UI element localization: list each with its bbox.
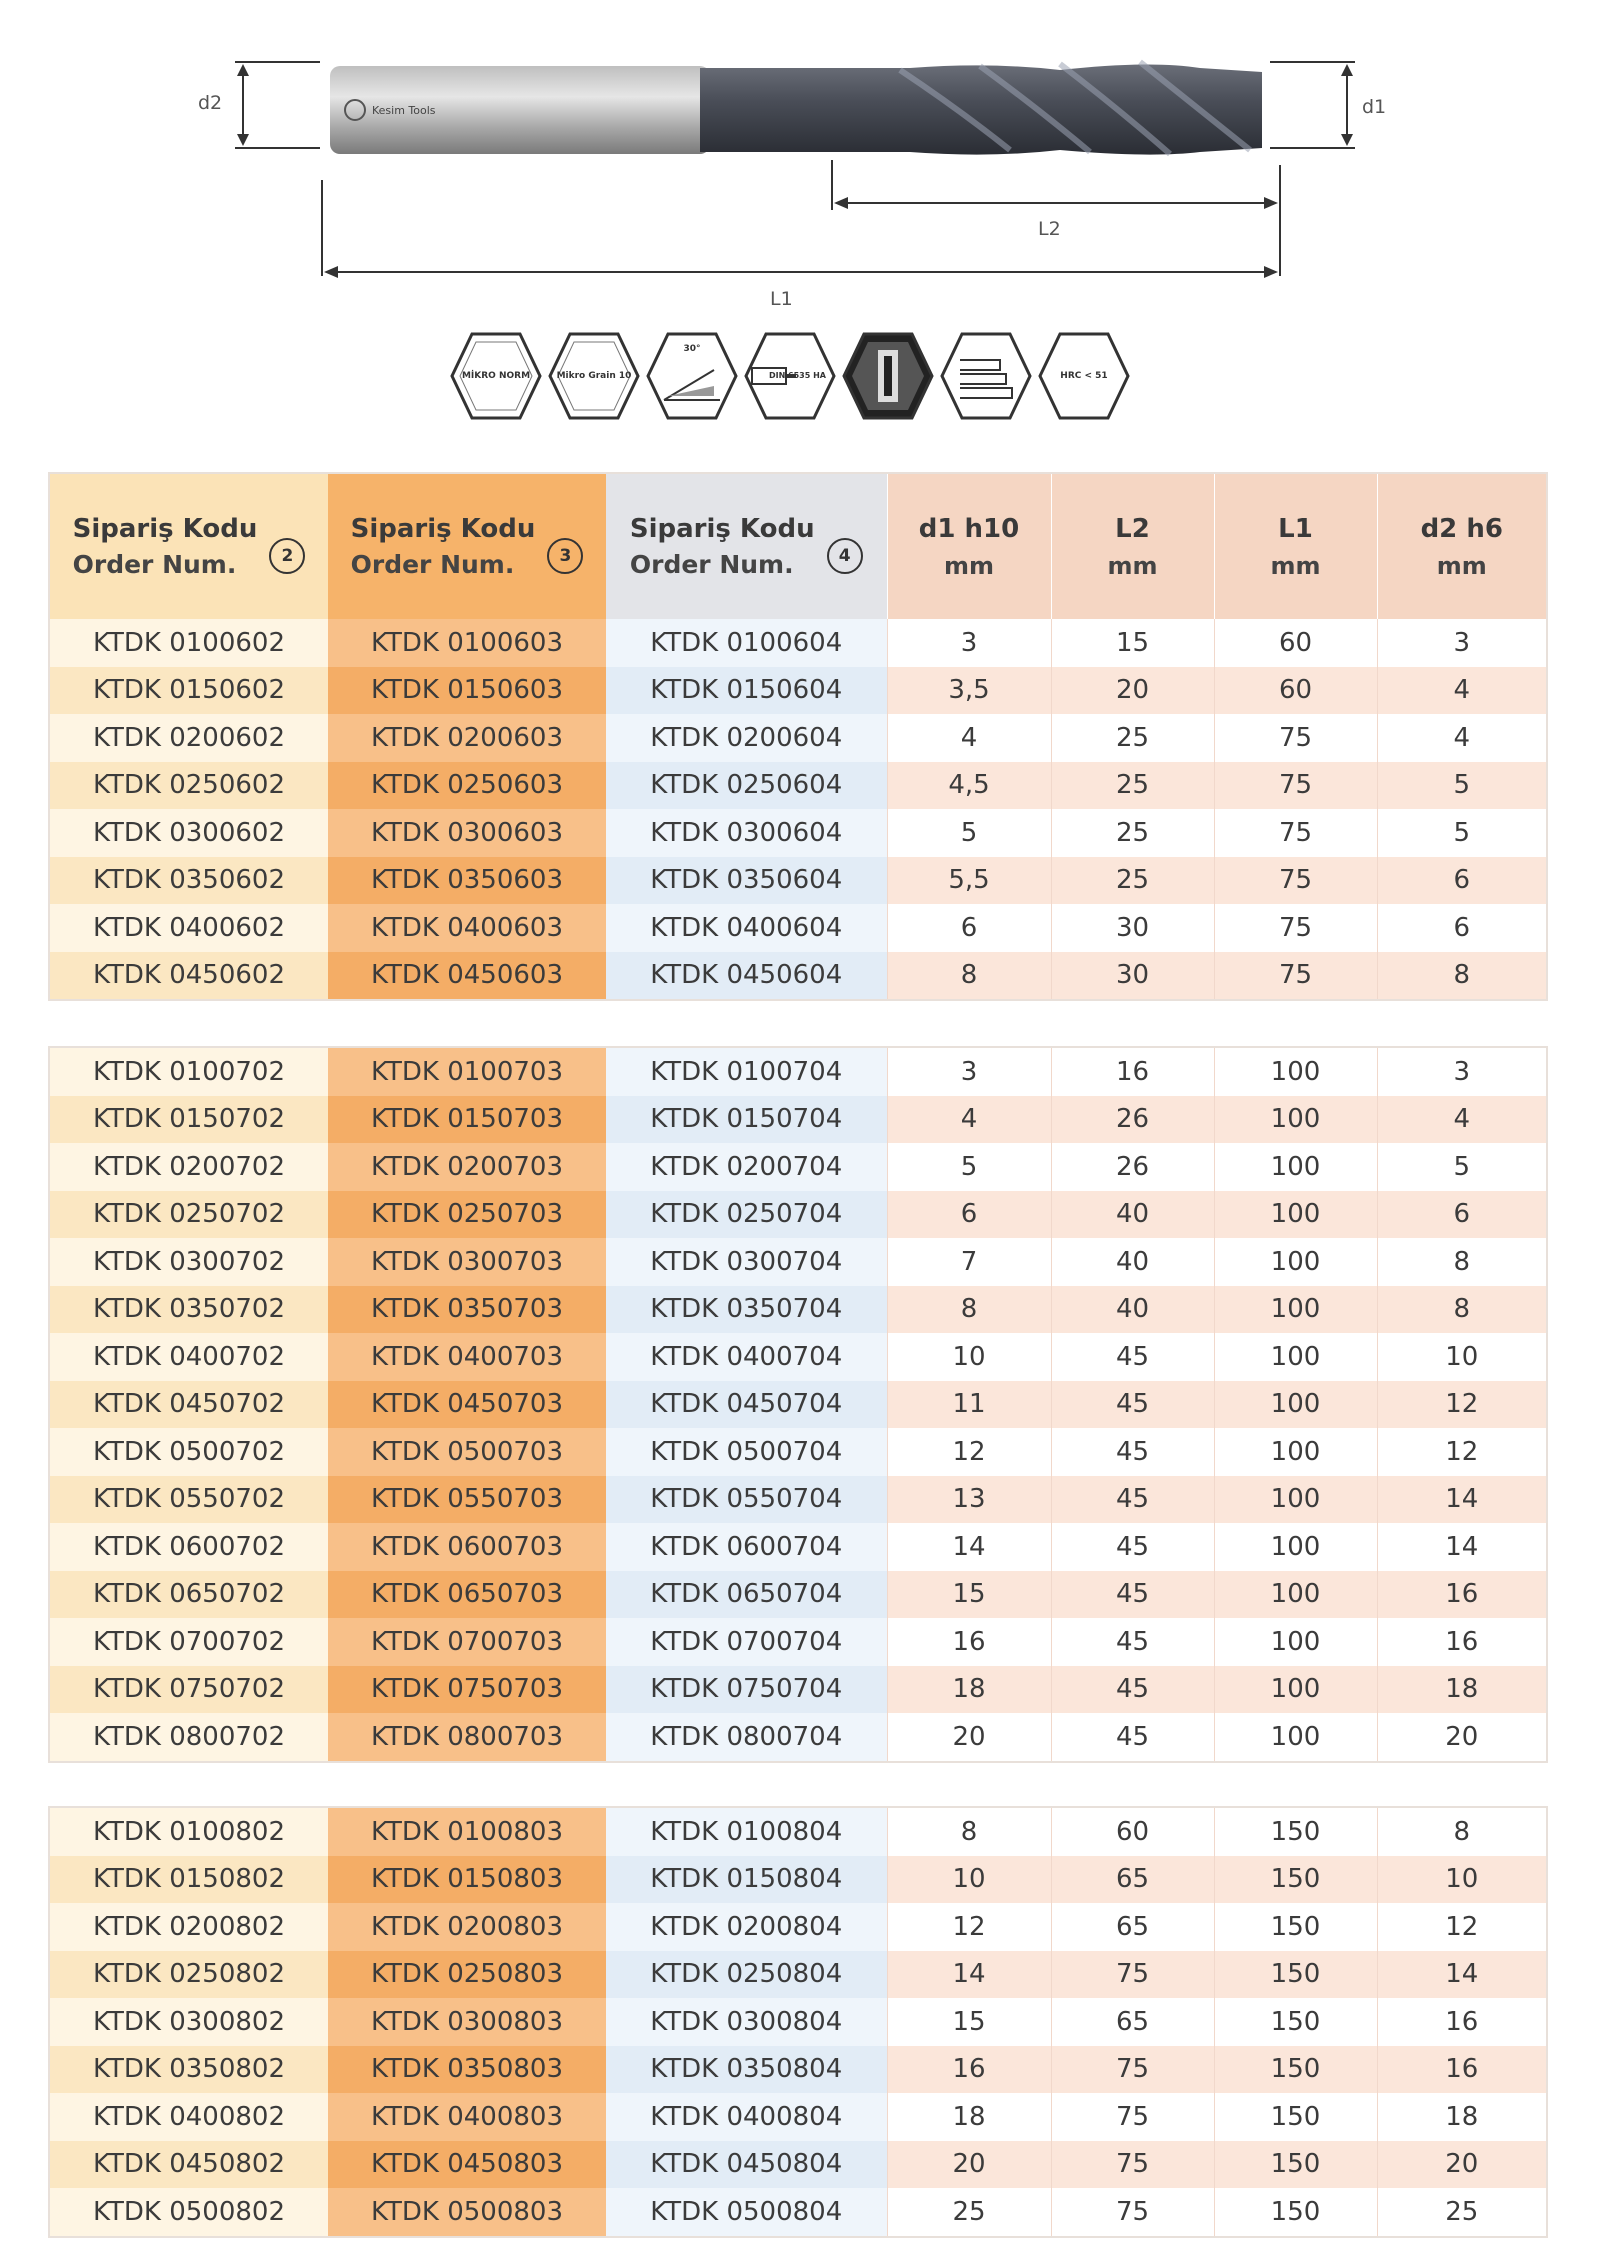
table-row [50,2046,1546,2094]
l2-cell: 60 [1051,1808,1214,1856]
l2-cell: 75 [1051,1951,1214,1999]
l1-cell: 100 [1214,1286,1377,1334]
order-4-flute-cell: KTDK 0450704 [606,1381,887,1429]
l2-cell: 75 [1051,2141,1214,2189]
order-3-flute-cell: KTDK 0800703 [328,1713,606,1761]
order-2-flute-cell: KTDK 0750702 [50,1666,328,1714]
order-2-flute-cell: KTDK 0450702 [50,1381,328,1429]
order-2-flute-cell: KTDK 0150802 [50,1856,328,1904]
order-2-flute-cell: KTDK 0700702 [50,1618,328,1666]
order-4-flute-cell: KTDK 0200804 [606,1903,887,1951]
d2-cell: 16 [1377,2046,1546,2094]
order-4-flute-cell: KTDK 0750704 [606,1666,887,1714]
l2-cell: 25 [1051,809,1214,857]
order-2-flute-cell: KTDK 0350602 [50,857,328,905]
d2-cell: 5 [1377,762,1546,810]
d1-cell: 4 [887,1096,1051,1144]
order-2-flute-cell: KTDK 0550702 [50,1476,328,1524]
order-2-flute-cell: KTDK 0300802 [50,1998,328,2046]
table-row [50,1428,1546,1476]
table-row [50,667,1546,715]
d2-cell: 12 [1377,1428,1546,1476]
order-2-flute-cell: KTDK 0200802 [50,1903,328,1951]
order-3-flute-cell: KTDK 0400803 [328,2093,606,2141]
table-row [50,2188,1546,2236]
d1-cell: 3 [887,619,1051,667]
l1-cell: 75 [1214,952,1377,1000]
order-4-flute-cell: KTDK 0800704 [606,1713,887,1761]
order-4-flute-cell: KTDK 0300704 [606,1238,887,1286]
l1-cell: 100 [1214,1238,1377,1286]
d1-cell: 5 [887,809,1051,857]
header-order-2-flute: Sipariş Kodu Order Num. 2 [50,474,328,619]
order-4-flute-cell: KTDK 0200604 [606,714,887,762]
order-3-flute-cell: KTDK 0150603 [328,667,606,715]
l1-cell: 75 [1214,904,1377,952]
l2-label: L2 [1038,218,1061,240]
l1-cell: 150 [1214,2188,1377,2236]
order-2-flute-cell: KTDK 0250802 [50,1951,328,1999]
d1-cell: 12 [887,1903,1051,1951]
order-4-flute-cell: KTDK 0100604 [606,619,887,667]
table-row [50,1618,1546,1666]
table-row [50,2141,1546,2189]
d2-cell: 16 [1377,1571,1546,1619]
d2-cell: 4 [1377,667,1546,715]
order-2-flute-cell: KTDK 0450802 [50,2141,328,2189]
d1-cell: 10 [887,1856,1051,1904]
l1-cell: 100 [1214,1143,1377,1191]
d2-cell: 14 [1377,1951,1546,1999]
table-row [50,1381,1546,1429]
micro-norm-icon: MİKRO NORM [448,330,544,422]
d1-cell: 18 [887,2093,1051,2141]
order-3-flute-cell: KTDK 0250703 [328,1191,606,1239]
l2-cell: 25 [1051,857,1214,905]
d1-cell: 14 [887,1951,1051,1999]
order-3-flute-cell: KTDK 0400603 [328,904,606,952]
order-3-flute-cell: KTDK 0100803 [328,1808,606,1856]
order-4-flute-cell: KTDK 0100704 [606,1048,887,1096]
order-2-flute-cell: KTDK 0300702 [50,1238,328,1286]
order-3-flute-cell: KTDK 0650703 [328,1571,606,1619]
order-3-flute-cell: KTDK 0750703 [328,1666,606,1714]
l1-cell: 75 [1214,714,1377,762]
hardness-icon: HRC < 51 [1036,330,1132,422]
d2-cell: 6 [1377,1191,1546,1239]
header-order-4-flute: Sipariş Kodu Order Num. 4 [606,474,887,619]
d1-cell: 6 [887,1191,1051,1239]
order-3-flute-cell: KTDK 0550703 [328,1476,606,1524]
din-shank-icon: DIN 6535 HA [742,330,838,422]
l1-cell: 60 [1214,667,1377,715]
l1-cell: 75 [1214,809,1377,857]
d1-cell: 16 [887,1618,1051,1666]
order-3-flute-cell: KTDK 0300803 [328,1998,606,2046]
order-4-flute-cell: KTDK 0400604 [606,904,887,952]
l2-cell: 20 [1051,667,1214,715]
l1-cell: 100 [1214,1191,1377,1239]
order-2-flute-cell: KTDK 0350802 [50,2046,328,2094]
d1-cell: 14 [887,1523,1051,1571]
d1-cell: 4,5 [887,762,1051,810]
header-order-3-flute: Sipariş Kodu Order Num. 3 [328,474,606,619]
l1-label: L1 [770,288,793,310]
l2-cell: 45 [1051,1476,1214,1524]
d2-cell: 25 [1377,2188,1546,2236]
order-2-flute-cell: KTDK 0100602 [50,619,328,667]
table-row [50,904,1546,952]
l2-cell: 65 [1051,1856,1214,1904]
l2-cell: 25 [1051,714,1214,762]
l2-cell: 26 [1051,1143,1214,1191]
order-4-flute-cell: KTDK 0350704 [606,1286,887,1334]
l1-cell: 100 [1214,1713,1377,1761]
header-l2: L2 mm [1051,474,1214,619]
product-table-60mm [50,474,1546,999]
brand-text: Kesim Tools [372,104,436,117]
l2-cell: 45 [1051,1713,1214,1761]
order-3-flute-cell: KTDK 0450603 [328,952,606,1000]
tool-drawing [0,0,1600,440]
l1-cell: 75 [1214,762,1377,810]
l2-cell: 30 [1051,952,1214,1000]
order-4-flute-cell: KTDK 0150804 [606,1856,887,1904]
order-3-flute-cell: KTDK 0150803 [328,1856,606,1904]
flute-count-3-badge: 3 [547,538,583,574]
d2-label: d2 [198,92,223,114]
d1-cell: 10 [887,1333,1051,1381]
d2-cell: 3 [1377,1048,1546,1096]
l1-cell: 60 [1214,619,1377,667]
d1-cell: 8 [887,952,1051,1000]
order-4-flute-cell: KTDK 0150604 [606,667,887,715]
d2-cell: 14 [1377,1523,1546,1571]
l2-cell: 75 [1051,2046,1214,2094]
d2-cell: 5 [1377,809,1546,857]
order-4-flute-cell: KTDK 0400804 [606,2093,887,2141]
coating-icon [840,330,936,422]
l1-cell: 100 [1214,1381,1377,1429]
product-table-100mm [50,1048,1546,1761]
l2-cell: 45 [1051,1523,1214,1571]
table-row [50,1333,1546,1381]
l2-cell: 45 [1051,1333,1214,1381]
d2-cell: 20 [1377,2141,1546,2189]
table-row [50,1998,1546,2046]
order-4-flute-cell: KTDK 0700704 [606,1618,887,1666]
order-3-flute-cell: KTDK 0350803 [328,2046,606,2094]
d2-cell: 14 [1377,1476,1546,1524]
order-4-flute-cell: KTDK 0100804 [606,1808,887,1856]
l1-cell: 100 [1214,1523,1377,1571]
l2-cell: 16 [1051,1048,1214,1096]
order-3-flute-cell: KTDK 0200703 [328,1143,606,1191]
l1-cell: 100 [1214,1333,1377,1381]
order-4-flute-cell: KTDK 0500704 [606,1428,887,1476]
l1-cell: 100 [1214,1618,1377,1666]
d1-cell: 18 [887,1666,1051,1714]
order-2-flute-cell: KTDK 0600702 [50,1523,328,1571]
order-2-flute-cell: KTDK 0400602 [50,904,328,952]
d1-cell: 5 [887,1143,1051,1191]
l1-cell: 150 [1214,1951,1377,1999]
table-row [50,1143,1546,1191]
order-2-flute-cell: KTDK 0500702 [50,1428,328,1476]
table-row [50,1856,1546,1904]
order-4-flute-cell: KTDK 0450804 [606,2141,887,2189]
d2-cell: 10 [1377,1856,1546,1904]
d2-cell: 8 [1377,1238,1546,1286]
order-3-flute-cell: KTDK 0400703 [328,1333,606,1381]
micro-grain-icon: Mikro Grain 10 [546,330,642,422]
table-row [50,1048,1546,1096]
order-2-flute-cell: KTDK 0250702 [50,1191,328,1239]
d2-cell: 16 [1377,1998,1546,2046]
l2-cell: 30 [1051,904,1214,952]
d2-cell: 18 [1377,2093,1546,2141]
order-3-flute-cell: KTDK 0500803 [328,2188,606,2236]
l2-cell: 45 [1051,1618,1214,1666]
flute-count-4-badge: 4 [827,538,863,574]
spec-icon-row [448,330,1148,430]
order-3-flute-cell: KTDK 0450803 [328,2141,606,2189]
d1-cell: 16 [887,2046,1051,2094]
order-2-flute-cell: KTDK 0800702 [50,1713,328,1761]
l2-cell: 40 [1051,1238,1214,1286]
order-2-flute-cell: KTDK 0450602 [50,952,328,1000]
order-3-flute-cell: KTDK 0100603 [328,619,606,667]
order-4-flute-cell: KTDK 0500804 [606,2188,887,2236]
d2-cell: 6 [1377,857,1546,905]
d2-cell: 12 [1377,1903,1546,1951]
d1-cell: 25 [887,2188,1051,2236]
order-2-flute-cell: KTDK 0350702 [50,1286,328,1334]
order-4-flute-cell: KTDK 0400704 [606,1333,887,1381]
table-row [50,1096,1546,1144]
l1-cell: 100 [1214,1571,1377,1619]
d1-cell: 20 [887,2141,1051,2189]
order-2-flute-cell: KTDK 0150602 [50,667,328,715]
order-3-flute-cell: KTDK 0100703 [328,1048,606,1096]
d2-cell: 18 [1377,1666,1546,1714]
table-row [50,1191,1546,1239]
table-row [50,1951,1546,1999]
d1-cell: 3,5 [887,667,1051,715]
table-row [50,1808,1546,1856]
l1-cell: 150 [1214,1856,1377,1904]
d2-cell: 16 [1377,1618,1546,1666]
order-4-flute-cell: KTDK 0550704 [606,1476,887,1524]
l2-cell: 45 [1051,1381,1214,1429]
order-2-flute-cell: KTDK 0100702 [50,1048,328,1096]
order-2-flute-cell: KTDK 0400802 [50,2093,328,2141]
order-3-flute-cell: KTDK 0700703 [328,1618,606,1666]
table-row [50,809,1546,857]
d2-cell: 8 [1377,1286,1546,1334]
d2-cell: 20 [1377,1713,1546,1761]
order-2-flute-cell: KTDK 0500802 [50,2188,328,2236]
order-3-flute-cell: KTDK 0250603 [328,762,606,810]
order-3-flute-cell: KTDK 0350703 [328,1286,606,1334]
header-d1: d1 h10 mm [887,474,1051,619]
order-2-flute-cell: KTDK 0200702 [50,1143,328,1191]
order-3-flute-cell: KTDK 0300603 [328,809,606,857]
l2-cell: 26 [1051,1096,1214,1144]
flutes-icon [938,330,1034,422]
table-row [50,2093,1546,2141]
order-2-flute-cell: KTDK 0150702 [50,1096,328,1144]
l1-cell: 100 [1214,1048,1377,1096]
order-3-flute-cell: KTDK 0350603 [328,857,606,905]
order-3-flute-cell: KTDK 0200603 [328,714,606,762]
l2-cell: 65 [1051,1903,1214,1951]
d1-cell: 15 [887,1998,1051,2046]
d2-cell: 10 [1377,1333,1546,1381]
d1-cell: 3 [887,1048,1051,1096]
order-2-flute-cell: KTDK 0650702 [50,1571,328,1619]
header-d2: d2 h6 mm [1377,474,1546,619]
table-row [50,857,1546,905]
d2-cell: 8 [1377,1808,1546,1856]
d2-cell: 12 [1377,1381,1546,1429]
order-4-flute-cell: KTDK 0250704 [606,1191,887,1239]
table-row [50,1286,1546,1334]
l1-cell: 150 [1214,2093,1377,2141]
table-row [50,762,1546,810]
d2-cell: 4 [1377,714,1546,762]
l2-cell: 15 [1051,619,1214,667]
d1-cell: 8 [887,1286,1051,1334]
table-header-row [50,474,1546,619]
order-4-flute-cell: KTDK 0600704 [606,1523,887,1571]
d1-cell: 4 [887,714,1051,762]
table-row [50,1713,1546,1761]
table-row [50,714,1546,762]
d1-cell: 15 [887,1571,1051,1619]
l1-cell: 100 [1214,1476,1377,1524]
table-row [50,619,1546,667]
d1-cell: 11 [887,1381,1051,1429]
order-3-flute-cell: KTDK 0150703 [328,1096,606,1144]
d2-cell: 6 [1377,904,1546,952]
order-4-flute-cell: KTDK 0200704 [606,1143,887,1191]
order-2-flute-cell: KTDK 0300602 [50,809,328,857]
d2-cell: 4 [1377,1096,1546,1144]
d2-cell: 3 [1377,619,1546,667]
order-3-flute-cell: KTDK 0450703 [328,1381,606,1429]
l2-cell: 75 [1051,2093,1214,2141]
l2-cell: 40 [1051,1286,1214,1334]
product-table-150mm [50,1808,1546,2236]
order-3-flute-cell: KTDK 0250803 [328,1951,606,1999]
table-row [50,1903,1546,1951]
d1-cell: 7 [887,1238,1051,1286]
d1-cell: 13 [887,1476,1051,1524]
l1-cell: 150 [1214,1998,1377,2046]
l1-cell: 150 [1214,1903,1377,1951]
table-row [50,1666,1546,1714]
order-4-flute-cell: KTDK 0150704 [606,1096,887,1144]
header-l1: L1 mm [1214,474,1377,619]
order-3-flute-cell: KTDK 0300703 [328,1238,606,1286]
order-3-flute-cell: KTDK 0500703 [328,1428,606,1476]
order-2-flute-cell: KTDK 0250602 [50,762,328,810]
d1-cell: 8 [887,1808,1051,1856]
d1-label: d1 [1362,96,1387,118]
l1-cell: 150 [1214,2141,1377,2189]
helix-angle-icon: 30° [644,330,740,422]
order-4-flute-cell: KTDK 0350804 [606,2046,887,2094]
l2-cell: 45 [1051,1428,1214,1476]
order-4-flute-cell: KTDK 0250804 [606,1951,887,1999]
l2-cell: 75 [1051,2188,1214,2236]
order-4-flute-cell: KTDK 0250604 [606,762,887,810]
order-2-flute-cell: KTDK 0400702 [50,1333,328,1381]
d2-cell: 8 [1377,952,1546,1000]
d1-cell: 12 [887,1428,1051,1476]
table-row [50,952,1546,1000]
table-row [50,1238,1546,1286]
d1-cell: 20 [887,1713,1051,1761]
order-4-flute-cell: KTDK 0450604 [606,952,887,1000]
l2-cell: 25 [1051,762,1214,810]
flute-count-2-badge: 2 [269,538,305,574]
order-4-flute-cell: KTDK 0350604 [606,857,887,905]
order-4-flute-cell: KTDK 0650704 [606,1571,887,1619]
order-2-flute-cell: KTDK 0100802 [50,1808,328,1856]
l1-cell: 100 [1214,1428,1377,1476]
order-2-flute-cell: KTDK 0200602 [50,714,328,762]
table-row [50,1571,1546,1619]
table-row [50,1523,1546,1571]
order-4-flute-cell: KTDK 0300604 [606,809,887,857]
order-4-flute-cell: KTDK 0300804 [606,1998,887,2046]
l1-cell: 150 [1214,1808,1377,1856]
l1-cell: 100 [1214,1096,1377,1144]
l2-cell: 45 [1051,1666,1214,1714]
l2-cell: 40 [1051,1191,1214,1239]
order-3-flute-cell: KTDK 0600703 [328,1523,606,1571]
order-3-flute-cell: KTDK 0200803 [328,1903,606,1951]
l1-cell: 150 [1214,2046,1377,2094]
l1-cell: 100 [1214,1666,1377,1714]
d1-cell: 5,5 [887,857,1051,905]
d2-cell: 5 [1377,1143,1546,1191]
l2-cell: 65 [1051,1998,1214,2046]
l2-cell: 45 [1051,1571,1214,1619]
d1-cell: 6 [887,904,1051,952]
table-row [50,1476,1546,1524]
l1-cell: 75 [1214,857,1377,905]
